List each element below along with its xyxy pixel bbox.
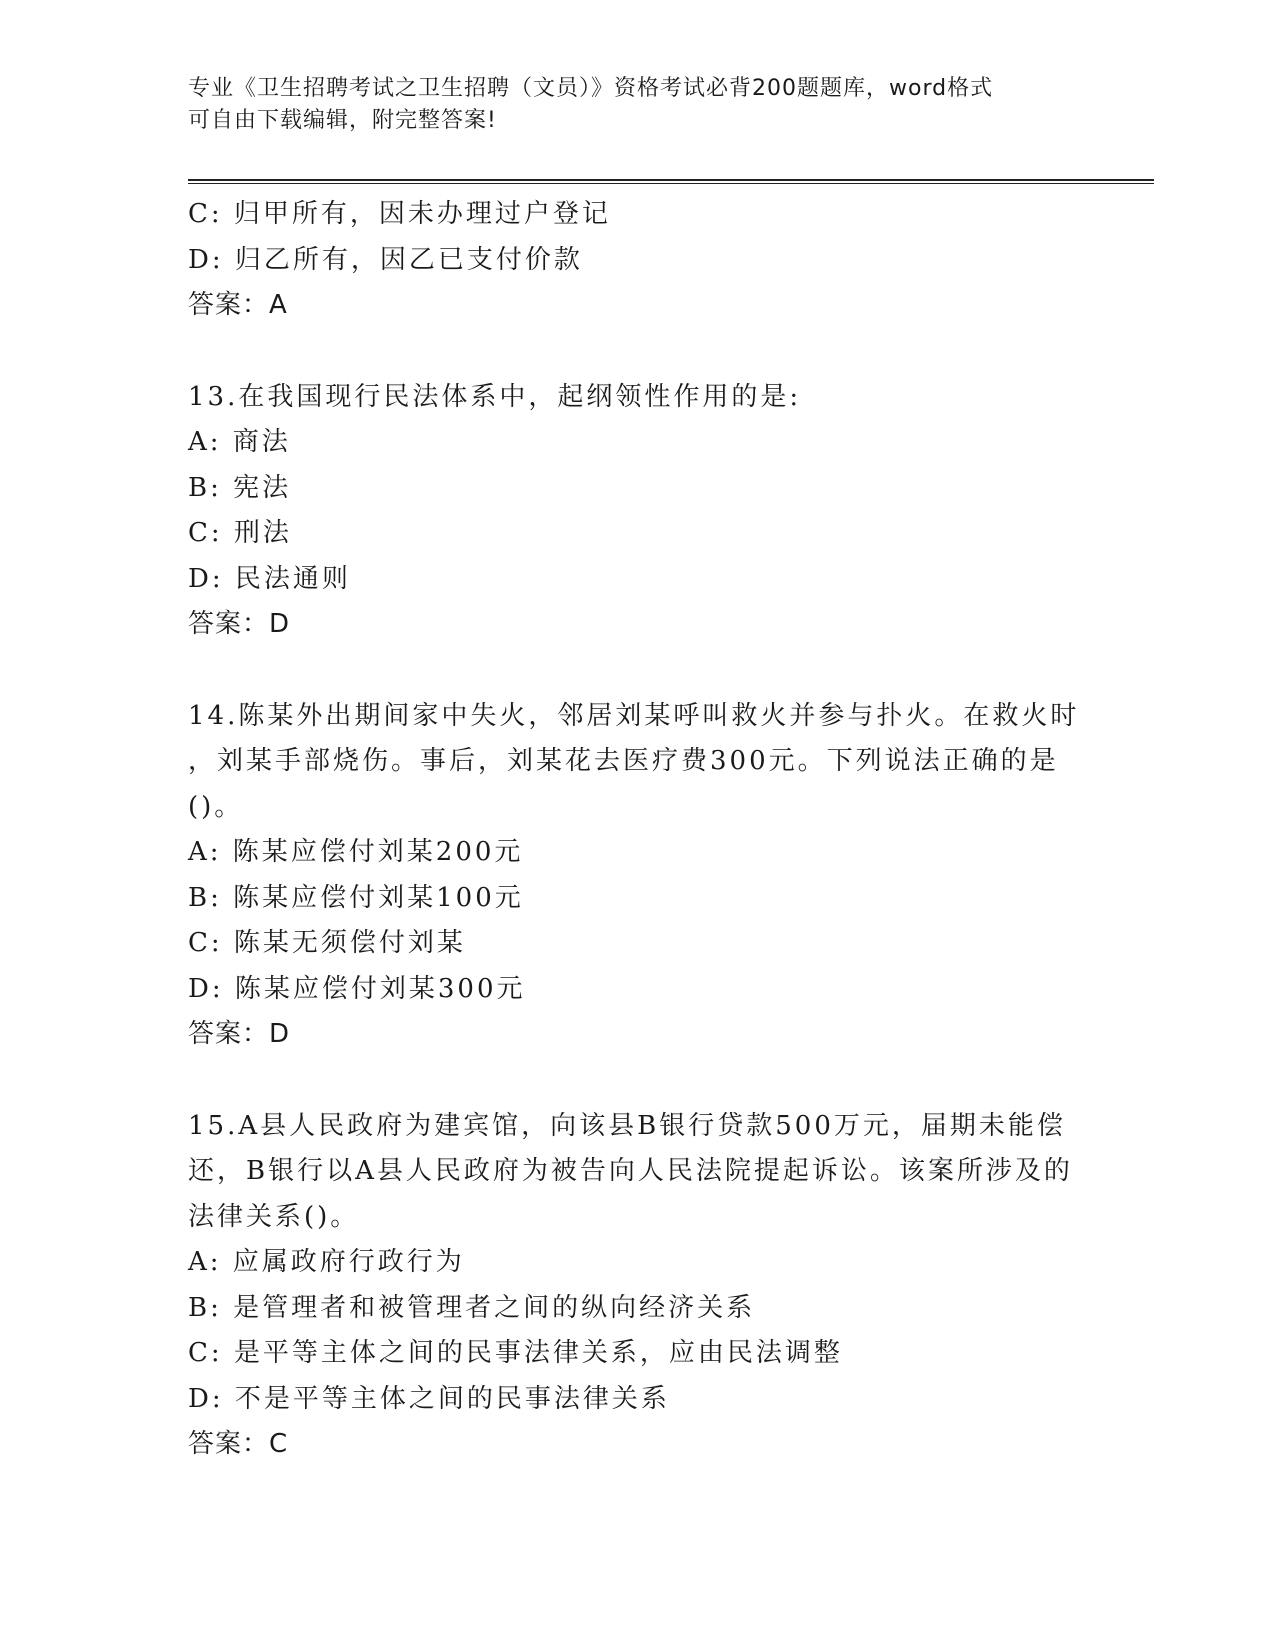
option-b: B: 是管理者和被管理者之间的纵向经济关系 xyxy=(188,1292,756,1323)
question-text-line: 还，B银行以A县人民政府为被告向人民法院提起诉讼。该案所涉及的 xyxy=(188,1156,1073,1186)
question-text-line: 法律关系()。 xyxy=(188,1201,360,1232)
question-text xyxy=(188,375,1088,421)
option-a: A: 应属政府行政行为 xyxy=(188,1247,465,1277)
option-a: A: 陈某应偿付刘某200元 xyxy=(188,837,524,867)
option-b: B: 陈某应偿付刘某100元 xyxy=(188,882,524,913)
question-12-tail xyxy=(188,192,1088,329)
header-divider xyxy=(188,179,1154,184)
answer: 答案：A xyxy=(188,290,288,320)
option-d: D: 归乙所有，因乙已支付价款 xyxy=(188,244,583,275)
option-c: C: 是平等主体之间的民事法律关系，应由民法调整 xyxy=(188,1338,843,1368)
question-text xyxy=(188,694,1088,831)
option-c: C: 陈某无须偿付刘某 xyxy=(188,928,466,958)
question-text-line: ()。 xyxy=(188,791,244,822)
header-title-line-1: 专业《卫生招聘考试之卫生招聘（文员）》资格考试必背200题题库，word格式 xyxy=(188,76,994,101)
option-d: D: 陈某应偿付刘某300元 xyxy=(188,973,526,1004)
question-text-line: ，刘某手部烧伤。事后，刘某花去医疗费300元。下列说法正确的是 xyxy=(188,746,1059,776)
option-b: B: 宪法 xyxy=(188,472,292,503)
question-text-line: 13.在我国现行民法体系中，起纲领性作用的是: xyxy=(188,381,802,412)
option-c: C: 刑法 xyxy=(188,518,292,548)
option-c: C: 归甲所有，因未办理过户登记 xyxy=(188,199,611,229)
header-title-line-2: 可自由下载编辑，附完整答案! xyxy=(188,108,497,133)
question-13 xyxy=(188,375,1088,648)
question-text-line: 15.A县人民政府为建宾馆，向该县B银行贷款500万元，届期未能偿 xyxy=(188,1110,1066,1141)
answer: 答案：D xyxy=(188,1019,291,1049)
answer: 答案：C xyxy=(188,1429,289,1459)
answer: 答案：D xyxy=(188,609,291,639)
question-text xyxy=(188,1104,1088,1241)
question-text-line: 14.陈某外出期间家中失火，邻居刘某呼叫救火并参与扑火。在救火时 xyxy=(188,700,1080,731)
question-14 xyxy=(188,694,1088,1058)
option-a: A: 商法 xyxy=(188,427,291,457)
question-15 xyxy=(188,1104,1088,1468)
option-d: D: 民法通则 xyxy=(188,563,351,594)
document-header xyxy=(188,73,1088,137)
option-d: D: 不是平等主体之间的民事法律关系 xyxy=(188,1383,670,1414)
question-list xyxy=(188,192,1088,1468)
